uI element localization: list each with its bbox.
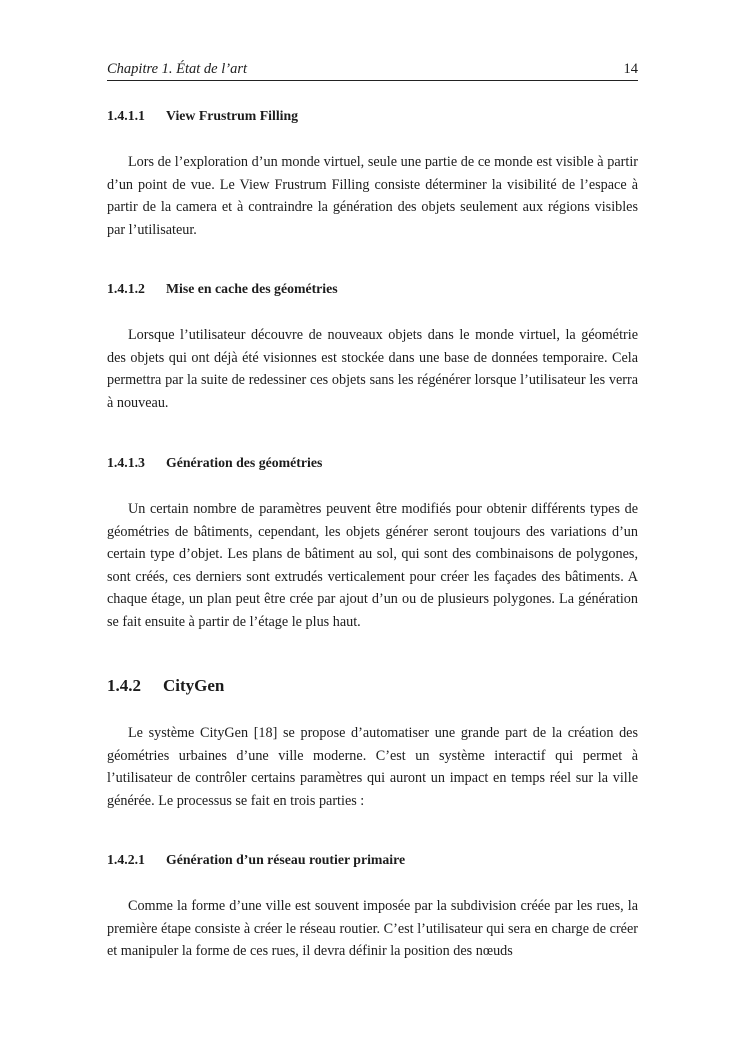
paragraph-view-frustrum: Lors de l’exploration d’un monde virtuel, seule une partie de ce monde est visible à partir d’un point de vue. Le View Frustrum Filling consiste déterminer la visibilité de l’espace à partir de la camera et à contraindre la génération des objets seulement aux régions visibles par l’utilisateur. xyxy=(107,154,638,238)
section-heading-1-4-2 xyxy=(107,676,224,696)
paragraph-road-network: Comme la forme d’une ville est souvent imposée par la subdivision créée par les rues, la première étape consiste à créer le réseau routier. C’est l’utilisateur qui sera en charge de créer et manipuler la forme de ces rues, il devra définir la position des nœuds xyxy=(107,898,638,960)
subsection-number: 1.4.1.2 xyxy=(107,281,145,296)
section-number: 1.4.2 xyxy=(107,676,141,695)
subsection-heading-1-4-1-2 xyxy=(107,281,338,297)
subsection-heading-1-4-2-1 xyxy=(107,852,405,868)
chapter-title: Chapitre 1. État de l’art xyxy=(107,61,248,77)
paragraph-cache-geometries: Lorsque l’utilisateur découvre de nouveaux objets dans le monde virtuel, la géométrie des objets qui ont déjà été visionnes est stockée dans une base de données temporaire. Cela permettra par la suite de redessiner ces objets sans les régénérer lorsque l’utilisateur les verra à nouveau. xyxy=(107,327,638,411)
page-number: 14 xyxy=(623,61,638,77)
subsection-title: Génération d’un réseau routier primaire xyxy=(166,852,406,867)
subsection-heading-1-4-1-1 xyxy=(107,108,298,124)
running-header xyxy=(107,60,638,81)
subsection-number: 1.4.1.3 xyxy=(107,455,145,470)
paragraph-citygen: Le système CityGen [18] se propose d’automatiser une grande part de la création des géométries urbaines d’une ville moderne. C’est un système interactif qui permet à l’utilisateur de contrôler certains paramètres qui auront un impact en temps réel sur la ville générée. Le processus se fait en trois parties : xyxy=(107,725,638,809)
subsection-number: 1.4.1.1 xyxy=(107,108,145,123)
subsection-heading-1-4-1-3 xyxy=(107,455,322,471)
paragraph-generation-geometries: Un certain nombre de paramètres peuvent être modifiés pour obtenir différents types de géométries de bâtiments, cependant, les objets générer seront toujours des variations d’un certain type d’objet. Les plans de bâtiment au sol, qui sont des combinaisons de polygones, sont créés, ces derniers sont extrudés verticalement pour créer les façades des bâtiments. A chaque étage, un plan peut être crée par ajout d’un ou de plusieurs polygones. La génération se fait ensuite à partir de l’étage le plus haut. xyxy=(107,501,638,630)
subsection-number: 1.4.2.1 xyxy=(107,852,145,867)
subsection-title: Mise en cache des géométries xyxy=(166,281,338,296)
subsection-title: Génération des géométries xyxy=(166,455,323,470)
section-title: CityGen xyxy=(163,676,225,695)
subsection-title: View Frustrum Filling xyxy=(166,108,299,123)
